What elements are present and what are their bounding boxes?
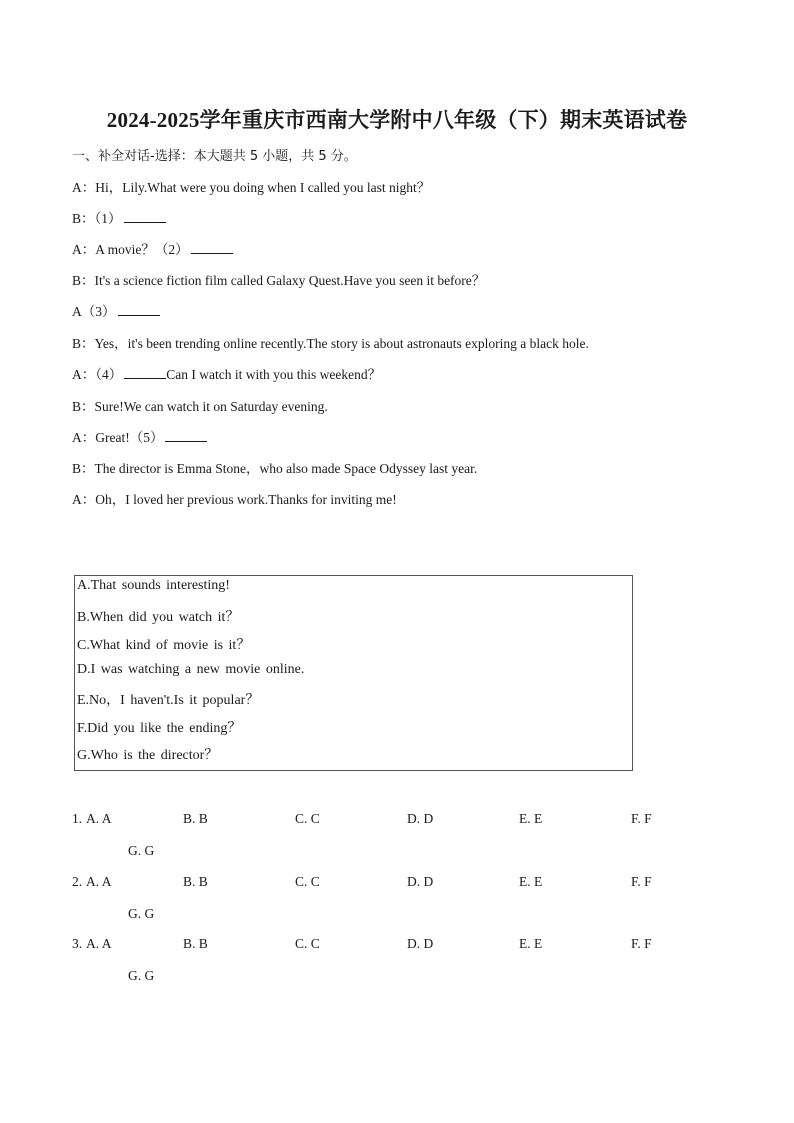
section-heading: 一、补全对话-选择：本大题共 5 小题，共 5 分。 <box>72 149 357 164</box>
dialogue-line <box>72 238 233 258</box>
option-c: C.What kind of movie is it？ <box>77 638 251 653</box>
option-b: B.When did you watch it？ <box>77 610 240 625</box>
option-a: A.That sounds interesting! <box>77 578 230 593</box>
option-f: F.Did you like the ending？ <box>77 721 242 736</box>
answer-blank[interactable] <box>191 242 233 254</box>
dialogue-line <box>72 363 381 383</box>
choice-option[interactable]: G. G <box>128 968 155 983</box>
dialogue-line <box>72 176 430 196</box>
choice-option[interactable]: D. D <box>407 811 434 826</box>
dialogue-line <box>72 300 160 320</box>
answer-blank[interactable] <box>124 367 166 379</box>
choice-option[interactable]: B. B <box>183 811 208 826</box>
choice-option[interactable]: D. D <box>407 874 434 889</box>
dialogue-text: B：（1） <box>72 211 122 226</box>
option-g: G.Who is the director？ <box>77 748 219 763</box>
dialogue-text: B：Yes，it's been trending online recently.The story is about astronauts exploring a black hole. <box>72 336 589 351</box>
choice-option[interactable]: A. A <box>86 811 112 826</box>
choice-option[interactable]: D. D <box>407 936 434 951</box>
dialogue-line <box>72 395 328 415</box>
choice-option[interactable]: F. F <box>631 811 652 826</box>
dialogue-text: A：Oh，I loved her previous work.Thanks for inviting me! <box>72 492 397 507</box>
options-box <box>74 575 633 771</box>
choice-option[interactable]: F. F <box>631 936 652 951</box>
dialogue-text: A：Hi，Lily.What were you doing when I called you last night？ <box>72 180 431 195</box>
question-number: 3. <box>72 936 83 951</box>
choice-option[interactable]: E. E <box>519 936 543 951</box>
dialogue-line <box>72 332 589 352</box>
choice-option[interactable]: B. B <box>183 874 208 889</box>
choice-option[interactable]: E. E <box>519 811 543 826</box>
dialogue-text: A：（4） <box>72 367 123 382</box>
question-number: 2. <box>72 874 83 889</box>
choice-option[interactable]: G. G <box>128 906 155 921</box>
answer-blank[interactable] <box>118 304 160 316</box>
dialogue-line <box>72 488 397 508</box>
option-e: E.No，I haven't.Is it popular？ <box>77 693 260 708</box>
dialogue-text-after: Can I watch it with you this weekend？ <box>166 367 382 382</box>
page-title: 2024-2025学年重庆市西南大学附中八年级（下）期末英语试卷 <box>106 108 688 132</box>
option-d: D.I was watching a new movie online. <box>77 662 305 677</box>
choice-option[interactable]: A. A <box>86 936 112 951</box>
choice-option[interactable]: B. B <box>183 936 208 951</box>
choice-option[interactable]: F. F <box>631 874 652 889</box>
dialogue-text: B：Sure!We can watch it on Saturday evening. <box>72 399 328 414</box>
answer-blank[interactable] <box>165 430 207 442</box>
question-number: 1. <box>72 811 83 826</box>
choice-option[interactable]: E. E <box>519 874 543 889</box>
choice-option[interactable]: C. C <box>295 936 320 951</box>
choice-option[interactable]: C. C <box>295 811 320 826</box>
dialogue-text: B：It's a science fiction film called Galaxy Quest.Have you seen it before？ <box>72 273 486 288</box>
dialogue-line <box>72 269 485 289</box>
dialogue-line <box>72 207 166 227</box>
choice-option[interactable]: G. G <box>128 843 155 858</box>
answer-blank[interactable] <box>124 211 166 223</box>
dialogue-text: A：A movie？（2） <box>72 242 189 257</box>
dialogue-text: A：Great!（5） <box>72 430 164 445</box>
dialogue-line <box>72 426 207 446</box>
dialogue-text: B：The director is Emma Stone，who also made Space Odyssey last year. <box>72 461 478 476</box>
choice-option[interactable]: A. A <box>86 874 112 889</box>
choice-option[interactable]: C. C <box>295 874 320 889</box>
dialogue-line <box>72 457 477 477</box>
dialogue-text: A（3） <box>72 304 116 319</box>
